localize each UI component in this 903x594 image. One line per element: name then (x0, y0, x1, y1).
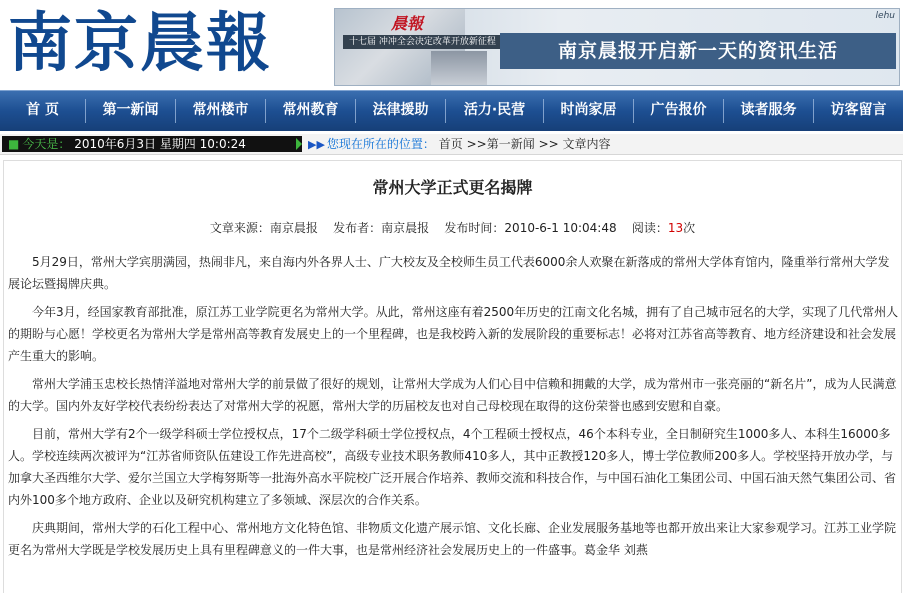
nav-divider (543, 99, 544, 123)
views-unit: 次 (683, 221, 696, 235)
article-paragraph: 5月29日，常州大学宾朋满园，热闹非凡，来自海内外各界人士、广大校友及全校师生员工代表6000余人欢聚在新落成的常州大学体育馆内，隆重举行常州大学发展论坛暨揭牌庆典。 (8, 255, 890, 291)
view-count: 13 (667, 221, 684, 235)
nav-item-private-business[interactable]: 活力·民营 (463, 102, 526, 118)
location-label: 您现在所在的位置： (326, 137, 435, 151)
triangle-icon (296, 138, 302, 150)
bullet-icon: ■ (8, 137, 20, 151)
nav-divider (723, 99, 724, 123)
nav-item-education[interactable]: 常州教育 (282, 102, 339, 118)
publisher-label: 发布者： (333, 221, 382, 235)
nav-divider (175, 99, 176, 123)
location-breadcrumb (308, 136, 611, 152)
current-date: 2010年6月3日 星期四 10:0:24 (74, 137, 246, 151)
source-value: 南京晨报 (269, 221, 318, 235)
nav-divider (813, 99, 814, 123)
nav-item-ad-rates[interactable]: 广告报价 (650, 102, 707, 118)
info-bar (0, 134, 903, 155)
site-header (0, 0, 903, 88)
nav-item-property[interactable]: 常州楼市 (192, 102, 249, 118)
banner-corner-text: lehu (875, 11, 895, 21)
article-meta (4, 219, 901, 236)
nav-item-home-fashion[interactable]: 时尚家居 (560, 102, 617, 118)
slogan-box (500, 33, 896, 69)
banner-slogan: 南京晨报开启新一天的资讯生活 (557, 40, 838, 62)
nav-item-reader-service[interactable]: 读者服务 (740, 102, 797, 118)
breadcrumb-home[interactable]: 首页 (438, 137, 463, 151)
nav-divider (355, 99, 356, 123)
header-banner[interactable] (334, 8, 900, 86)
article-paragraph: 庆典期间，常州大学的石化工程中心、常州地方文化特色馆、非物质文化遗产展示馆、文化长廊、企业发展服务基地等也都开放出来让大家参观学习。江苏工业学院更名为常州大学既是学校发展历史上具有里程碑意义的一件大事，也是常州经济社会发展历史上的一件盛事。葛金华 刘燕 (8, 521, 897, 557)
article-title: 常州大学正式更名揭牌 (372, 178, 533, 197)
double-arrow-icon: ▶▶ (308, 138, 325, 151)
views-label: 阅读： (631, 221, 668, 235)
source-label: 文章来源： (209, 221, 270, 235)
breadcrumb-section[interactable]: >>第一新闻 (466, 137, 535, 151)
nav-item-guestbook[interactable]: 访客留言 (830, 102, 887, 118)
article-paragraph: 常州大学浦玉忠校长热情洋溢地对常州大学的前景做了很好的规划，让常州大学成为人们心目中信赖和拥戴的大学，成为常州市一张亮丽的“新名片”，成为人民满意的大学。国内外友好学校代表纷纷表达了对常州大学的祝愿，常州大学的历届校友也对自己母校现在取得的这份荣誉也感到安慰和自豪。 (8, 377, 897, 413)
site-logo[interactable]: 南京晨報 (8, 6, 272, 81)
nav-divider (445, 99, 446, 123)
nav-item-home[interactable]: 首 页 (26, 102, 59, 118)
nav-item-legal-aid[interactable]: 法律援助 (372, 102, 429, 118)
newspaper-headline-strip: 十七届 冲冲全会决定改革开放新征程 (343, 35, 509, 49)
main-nav (0, 90, 903, 131)
nav-divider (85, 99, 86, 123)
today-label: 今天是： (22, 137, 71, 151)
publisher-value: 南京晨报 (381, 221, 430, 235)
nav-item-top-news[interactable]: 第一新闻 (102, 102, 159, 118)
breadcrumb-current: >> 文章内容 (538, 137, 611, 151)
newspaper-masthead: 晨報 (391, 14, 424, 33)
article-body (4, 251, 903, 567)
time-value: 2010-6-1 10:04:48 (504, 221, 617, 235)
article-paragraph: 目前，常州大学有2个一级学科硕士学位授权点，17个二级学科硕士学位授权点，4个工程硕士授权点，46个本科专业，全日制研究生1000多人、本科生16000多人。学校连续两次被评为“江苏省师资队伍建设工作先进高校”，高级专业技术职务教师410多人，其中正教授120多人，博士学位教师200多人。学校坚持开放办学，与加拿大圣西维尔大学、爱尔兰国立大学梅努斯等一批海外高水平院校广泛开展合作培养、教师交流和科技合作，与中国石油化工集团公司、中国石油天然气集团公司、省内外100多个地方政府、企业以及研究机构建立了多领域、深层次的合作关系。 (8, 427, 897, 507)
article (3, 160, 902, 593)
time-label: 发布时间： (444, 221, 505, 235)
nav-divider (265, 99, 266, 123)
nav-divider (633, 99, 634, 123)
newspaper-photo (431, 51, 487, 85)
article-paragraph: 今年3月，经国家教育部批准，原江苏工业学院更名为常州大学。从此，常州这座有着2500年历史的江南文化名城，拥有了自己城市冠名的大学，实现了几代常州人的期盼与心愿！学校更名为常州大学是常州高等教育发展史上的一个里程碑，也是我校跨入新的发展阶段的重要标志！必将对江苏省高等教育、地方经济建设和社会发展产生重大的影响。 (8, 305, 899, 363)
date-box (2, 136, 302, 152)
